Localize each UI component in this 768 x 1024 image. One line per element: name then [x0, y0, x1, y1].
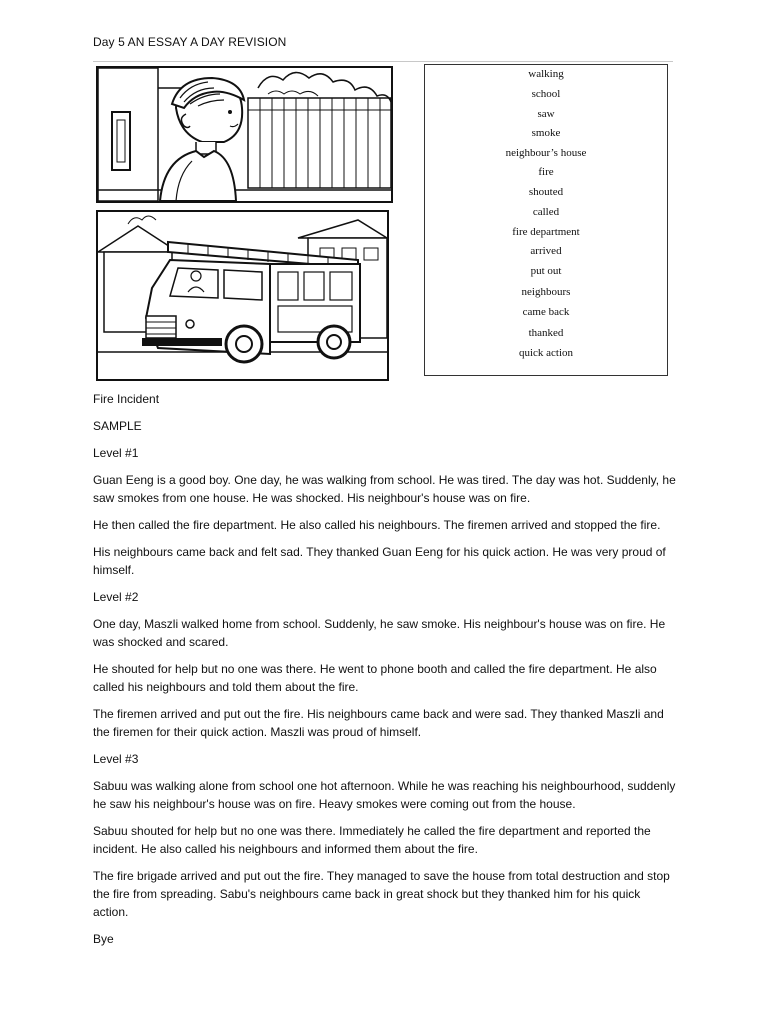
fire-truck-illustration — [96, 210, 389, 381]
essay-paragraph: He then called the fire department. He also called his neighbours. The firemen arrived and stopped the fire. — [93, 518, 661, 532]
word-list-item: thanked — [528, 327, 564, 339]
essay-paragraph: The firemen arrived and put out the fire. His neighbours came back and were sad. They thanked Maszli and the firemen for their quick action. Maszli was proud of himself. — [93, 707, 664, 739]
word-list-item: quick action — [518, 347, 574, 359]
word-list-item: walking — [528, 68, 564, 80]
essay-paragraph: Sabuu shouted for help but no one was there. Immediately he called the fire department and reported the incident. He also called his neighbours and informed them about the fire. — [93, 824, 651, 856]
boy-walking-illustration — [96, 66, 393, 203]
essay-paragraph: Guan Eeng is a good boy. One day, he was walking from school. He was tired. The day was hot. Suddenly, he saw smokes from one house. He was shocked. His neighbour's house was on fire. — [93, 473, 676, 505]
word-list-item: neighbour’s house — [505, 147, 587, 159]
header-title: Day 5 AN ESSAY A DAY REVISION — [93, 35, 287, 49]
sample-label: SAMPLE — [93, 419, 142, 433]
level-label: Level #3 — [93, 752, 139, 766]
word-list-item: neighbours — [521, 286, 571, 298]
word-list-item: put out — [530, 265, 562, 277]
word-list-item: called — [532, 206, 560, 218]
closing-text: Bye — [93, 932, 114, 946]
essay-title: Fire Incident — [93, 392, 160, 406]
word-list-item: school — [531, 88, 561, 100]
essay-content — [93, 390, 678, 957]
essay-paragraph: One day, Maszli walked home from school. Suddenly, he saw smoke. His neighbour's house was on fire. He was shocked and scared. — [93, 617, 666, 649]
word-list-item: smoke — [531, 127, 561, 139]
essay-paragraph: His neighbours came back and felt sad. They thanked Guan Eeng for his quick action. He was very proud of himself. — [93, 545, 666, 577]
header-rule — [93, 61, 673, 62]
word-list-item: arrived — [530, 245, 562, 257]
word-list-item: came back — [522, 306, 570, 318]
essay-paragraph: He shouted for help but no one was there. He went to phone booth and called the fire department. He also called his neighbours and told them about the fire. — [93, 662, 657, 694]
essay-paragraph: Sabuu was walking alone from school one hot afternoon. While he was reaching his neighbourhood, suddenly he saw his neighbour's house was on fire. Heavy smokes were coming out from the house. — [93, 779, 676, 811]
word-list-item: fire — [538, 166, 554, 178]
level-label: Level #1 — [93, 446, 139, 460]
word-list-box — [424, 64, 668, 376]
word-list-item: fire department — [512, 226, 580, 238]
word-list-item: shouted — [528, 186, 564, 198]
essay-paragraph: The fire brigade arrived and put out the fire. They managed to save the house from total destruction and stop the fire from spreading. Sabu's neighbours came back in great shock but they thanked him for his quick action. — [93, 869, 670, 919]
word-list-item: saw — [537, 108, 555, 120]
level-label: Level #2 — [93, 590, 139, 604]
